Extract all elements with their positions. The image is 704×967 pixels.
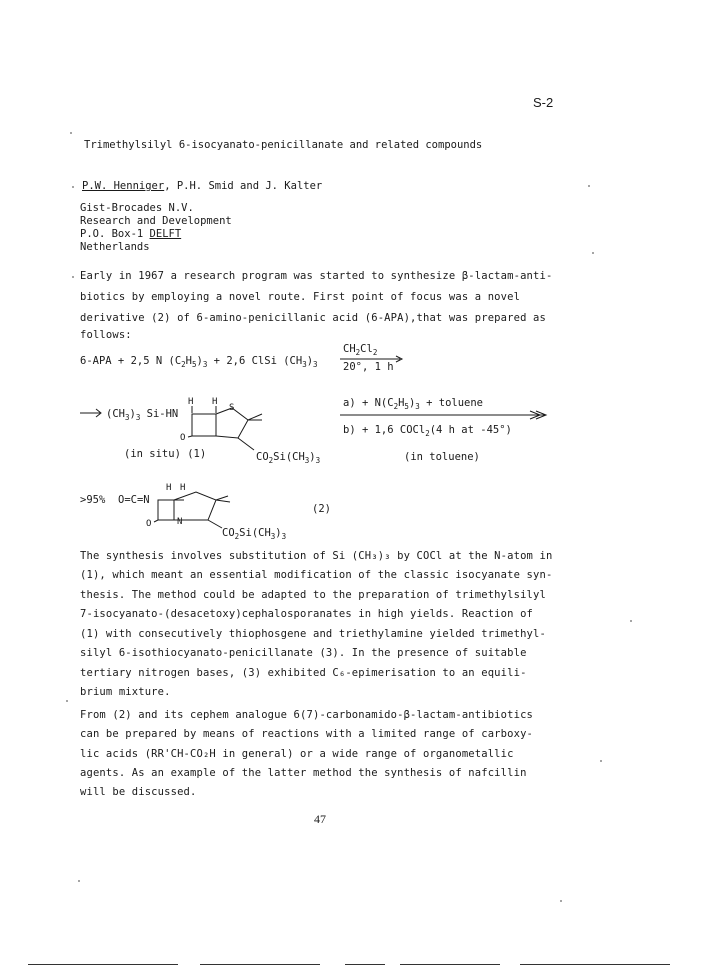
- body-line: agents. As an example of the latter method the synthesis of nafcillin: [80, 767, 527, 779]
- bond: [208, 520, 222, 528]
- intro-line: follows:: [80, 329, 132, 341]
- bond: [248, 414, 262, 420]
- scan-edge-line: [520, 964, 670, 965]
- body-line: The synthesis involves substitution of Si (CH₃)₃ by COCl at the N-atom in: [80, 550, 553, 562]
- step-a: $a) + N(C_2H_5)_3$ + toluene: [343, 397, 483, 411]
- body-line: (1), which meant an essential modification of the classic isocyanate syn-: [80, 569, 553, 581]
- yield-label: >95%: [80, 494, 106, 506]
- body-line: brium mixture.: [80, 686, 171, 698]
- product-oxygen-label: O: [146, 519, 152, 529]
- scan-edge-line: [28, 964, 178, 965]
- bond: [216, 500, 230, 502]
- equation-reagents: 6-APA + 2,5 N $(C_2H_5)_3 + 2,6$ ClSi $(CH_3)_3$: [80, 355, 318, 369]
- in-toluene-label: (in toluene): [404, 451, 480, 463]
- beta-lactam-ring: [192, 414, 216, 436]
- body-line: 7-isocyanato-(desacetoxy)cephalosporanates in high yields. Reaction of: [80, 608, 534, 620]
- body-line: tertiary nitrogen bases, (3) exhibited C₆-epimerisation to an equili-: [80, 667, 527, 679]
- intro-line: derivative (2) of 6-amino-penicillanic acid (6-APA),that was prepared as: [80, 312, 546, 324]
- bond: [188, 436, 192, 437]
- solvent-label: $CH_2Cl_2$: [343, 343, 378, 357]
- scan-edge-line: [200, 964, 320, 965]
- affiliation-department: Research and Development: [80, 215, 232, 227]
- body-line: From (2) and its cephem analogue 6(7)-carbonamido-β-lactam-antibiotics: [80, 709, 534, 721]
- paper-title: Trimethylsilyl 6-isocyanato-penicillanate and related compounds: [84, 139, 483, 151]
- body-line: can be prepared by means of reactions with a limited range of carboxy-: [80, 728, 534, 740]
- product-ester-group: $CO_2Si(CH_3)_3$: [222, 527, 287, 541]
- reaction-scheme: [0, 340, 704, 541]
- tms-amine-group: $(CH_3)_3$ Si-HN: [106, 408, 179, 422]
- bond: [216, 496, 228, 500]
- compound-number-label: (2): [312, 503, 331, 515]
- intro-line: Early in 1967 a research program was started to synthesize β-lactam-anti-: [80, 270, 553, 282]
- body-line: lic acids (RR'CH-CO₂H in general) or a wide range of organometallic: [80, 748, 514, 760]
- scan-edge-line: [345, 964, 385, 965]
- body-line: silyl 6-isothiocyanato-penicillanate (3). In the presence of suitable: [80, 647, 527, 659]
- body-line: (1) with consecutively thiophosgene and triethylamine yielded trimethyl-: [80, 628, 546, 640]
- scan-edge-line: [400, 964, 500, 965]
- page-number: 47: [314, 812, 326, 826]
- in-situ-label: (in situ) (1): [124, 448, 207, 460]
- affiliation-address: P.O. Box-1 DELFT: [80, 228, 182, 240]
- body-line: thesis. The method could be adapted to the preparation of trimethylsilyl: [80, 589, 546, 601]
- carbonyl-oxygen-label: O: [180, 433, 186, 443]
- hydrogen-label: H: [212, 397, 218, 407]
- affiliation-country: Netherlands: [80, 241, 150, 253]
- bond: [154, 520, 158, 522]
- hydrogen-label: H: [188, 397, 194, 407]
- affiliation: [80, 202, 232, 254]
- sulfur-label: S: [229, 403, 235, 413]
- affiliation-city: DELFT: [149, 228, 182, 240]
- intro-line: biotics by employing a novel route. First point of focus was a novel: [80, 291, 521, 303]
- first-author: P.W. Henniger: [82, 180, 165, 192]
- hydrogen-label: H: [166, 483, 172, 493]
- bond: [238, 438, 254, 450]
- session-tag: S-2: [533, 95, 554, 110]
- product-thiazolidine-ring: [174, 492, 216, 520]
- silyl-ester-group: $CO_2Si(CH_3)_3$: [256, 451, 321, 465]
- product-beta-lactam-ring: [158, 500, 174, 520]
- affiliation-company: Gist-Brocades N.V.: [80, 202, 194, 214]
- step-b: b) + 1,6 COCl$_2$(4 h at -45°): [343, 424, 512, 438]
- isocyanate-group: O=C=N: [118, 494, 150, 506]
- other-authors: , P.H. Smid and J. Kalter: [164, 180, 323, 192]
- conditions-label: 20°, 1 h: [343, 361, 394, 373]
- product-nitrogen-label: N: [177, 517, 183, 527]
- hydrogen-label: H: [180, 483, 186, 493]
- body-line: will be discussed.: [80, 786, 197, 798]
- authors: [82, 180, 322, 192]
